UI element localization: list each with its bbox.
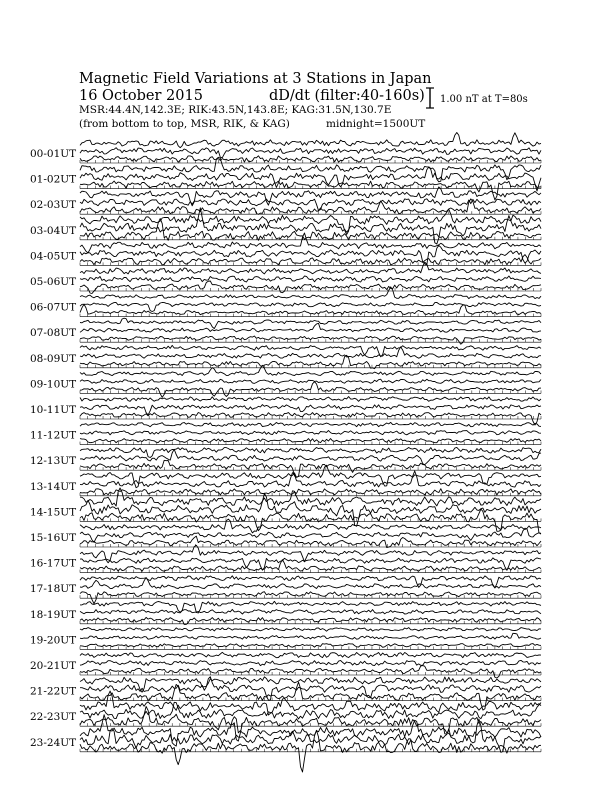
station-trace-rik	[80, 276, 541, 282]
station-trace-rik	[80, 379, 541, 383]
station-trace-kag	[80, 422, 541, 426]
hour-label: 02-03UT	[30, 199, 77, 212]
hour-label: 19-20UT	[30, 634, 77, 647]
chart-date: 16 October 2015	[79, 88, 203, 104]
hour-label: 21-22UT	[30, 685, 77, 698]
station-trace-kag	[80, 628, 541, 632]
station-trace-kag	[80, 652, 541, 657]
hour-labels	[30, 148, 76, 749]
station-trace-msr	[80, 181, 541, 200]
station-trace-kag	[80, 318, 541, 328]
hour-label: 00-01UT	[30, 148, 77, 160]
station-trace-kag	[80, 447, 541, 457]
hour-label: 13-14UT	[30, 480, 77, 493]
station-trace-kag	[80, 133, 541, 148]
station-trace-rik	[80, 245, 541, 264]
station-trace-rik	[80, 405, 541, 415]
station-trace-msr	[80, 382, 541, 398]
station-trace-msr	[80, 666, 541, 678]
station-trace-kag	[80, 187, 541, 206]
hour-label: 07-08UT	[30, 327, 77, 340]
midnight-note: midnight=1500UT	[326, 118, 426, 130]
hour-label: 16-17UT	[30, 557, 77, 570]
hour-label: 18-19UT	[30, 608, 77, 621]
scale-bar	[426, 88, 434, 108]
station-trace-rik	[80, 471, 541, 487]
hour-label: 03-04UT	[30, 224, 77, 237]
station-trace-kag	[80, 677, 541, 692]
hour-label: 10-11UT	[30, 404, 77, 416]
hour-label: 15-16UT	[30, 532, 77, 544]
station-trace-rik	[80, 199, 541, 211]
station-trace-msr	[80, 560, 541, 572]
hour-label: 17-18UT	[30, 583, 77, 596]
hour-label: 12-13UT	[30, 455, 77, 468]
hour-label: 20-21UT	[30, 660, 77, 672]
hour-label: 14-15UT	[30, 506, 77, 519]
station-order-note: (from bottom to top, MSR, RIK, & KAG)	[79, 118, 290, 130]
station-trace-kag	[80, 397, 541, 402]
station-trace-rik	[80, 660, 541, 665]
hour-label: 09-10UT	[30, 378, 77, 391]
hour-label: 22-23UT	[30, 711, 77, 724]
hour-label: 01-02UT	[30, 173, 77, 186]
chart-title: Magnetic Field Variations at 3 Stations in Japan	[79, 71, 432, 87]
station-trace-kag	[80, 691, 541, 715]
station-trace-kag	[80, 233, 541, 253]
hour-label: 23-24UT	[30, 736, 77, 749]
station-coordinates: MSR:44.4N,142.3E; RIK:43.5N,143.8E; KAG:31.5N,130.7E	[79, 104, 392, 116]
station-trace-rik	[80, 528, 541, 542]
hour-label: 11-12UT	[30, 429, 77, 442]
station-trace-msr	[80, 281, 541, 294]
station-trace-rik	[80, 323, 541, 332]
station-traces	[80, 133, 541, 773]
station-trace-rik	[80, 633, 541, 639]
scale-bar-label: 1.00 nT at T=80s	[440, 94, 528, 105]
station-trace-rik	[80, 302, 541, 311]
station-trace-rik	[80, 148, 541, 158]
station-trace-rik	[80, 558, 541, 570]
hour-label: 08-09UT	[30, 352, 77, 365]
station-trace-kag	[80, 488, 541, 506]
hour-label: 06-07UT	[30, 301, 77, 314]
station-trace-rik	[80, 609, 541, 614]
hour-label: 04-05UT	[30, 250, 77, 263]
station-trace-kag	[80, 601, 541, 613]
chart-quantity: dD/dt (filter:40-160s)	[269, 88, 425, 104]
station-trace-rik	[80, 347, 541, 358]
station-trace-rik	[80, 431, 541, 435]
hour-label: 05-06UT	[30, 276, 77, 288]
